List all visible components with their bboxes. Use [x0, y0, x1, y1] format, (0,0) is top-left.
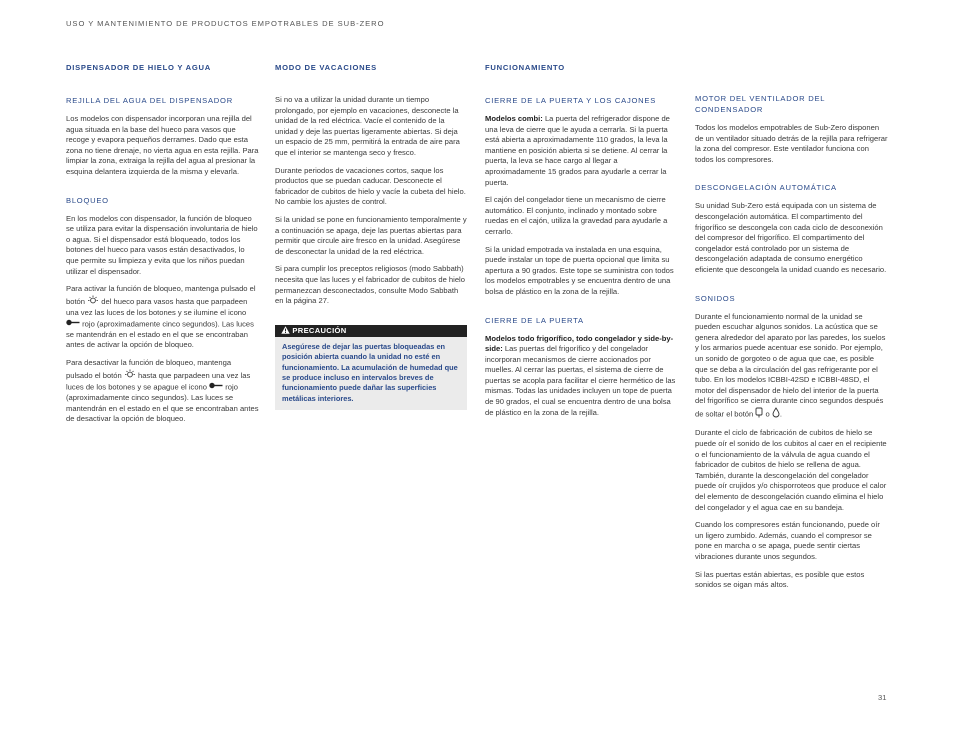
paragraph-vacation-1: Si no va a utilizar la unidad durante un tiempo prolongado, por ejemplo en vacaciones, desconecte la unidad de la red eléctrica. Vacíe el contenido de la unidad y deje las puertas ligeramente abiertas. Si deja un espacio de 25 mm, permitirá la entrada de aire para que el interior se mantenga seco y fresco. — [275, 95, 460, 157]
water-drop-icon — [772, 407, 780, 422]
subheading-door-closing: CIERRE DE LA PUERTA — [485, 315, 584, 325]
paragraph-combi-models: Modelos combi: La puerta del refrigerador dispone de una leva de cierre que le ayuda a cerrarla. Si la puerta está abierta a aproximadamente 110 grados, la leva la mantiene en posición abierta si se detiene. Al cerrar la puerta, la leva se hace cargo al llegar a aproximadamente 15 grados para ayudarle a cerrar la puerta. — [485, 114, 670, 187]
column-vacation — [275, 63, 468, 410]
paragraph-sounds-2: Durante el ciclo de fabricación de cubitos de hielo se puede oír el sonido de los cubitos al caer en el recipiente o el funcionamiento de la válvula de agua cuando el fabricador de cubitos de hielo se rellena de agua. También, durante la descongelación del congelador puede oír crujidos y/o chisporroteos que produce el calor del elemento de descongelación cuando elimina el hielo del congelador y el agua cae en su bandeja. — [695, 428, 887, 512]
paragraph-sounds-4: Si las puertas están abiertas, es posible que estos sonidos se oigan más altos. — [695, 569, 865, 590]
subheading-lock: BLOQUEO — [66, 195, 109, 205]
paragraph-freezer-drawer: El cajón del congelador tiene un mecanismo de cierre automático. El conjunto, inclinado y montado sobre ruedas en el cajón, utiliza la gravedad para ayudarle a cerrarlo. — [485, 195, 668, 236]
paragraph-lock-deactivate: Para desactivar la función de bloqueo, mantenga pulsado el botón hasta que parpadeen una vez las luces de los botones y se apague el icono rojo (aproximadamente cinco segundos). Las luces se mantendrán en el estado en el que se encontraban antes de desactivar la opción de bloqueo. — [66, 357, 259, 424]
paragraph-vacation-3: Si la unidad se pone en funcionamiento temporalmente y a continuación se apaga, deje las puertas abiertas para permitir que circule aire fresco en la unidad. Asegúrese de desconectar la unidad de la red eléctrica. — [275, 214, 467, 256]
running-header: USO Y MANTENIMIENTO DE PRODUCTOS EMPOTRABLES DE SUB-ZERO — [66, 19, 385, 28]
paragraph-all-models: Modelos todo frigorífico, todo congelador y side-by-side: Las puertas del frigorífico y del congelador incorporan mecanismos de cierre accionados por muelles. Al cerrar las puertas, el sistema de cierre de puertas se acopla para facilitar el cierre hermético de las mismas. Todas las unidades incluyen un tope de puerta de 90 grados, el cual se encuentra dentro de una bolsa de plástico en la zona de la rejilla. — [485, 333, 676, 417]
paragraph-lock-activate: Para activar la función de bloqueo, mantenga pulsado el botón del hueco para vasos hasta que parpadeen una vez las luces de los botones y se ilumine el icono rojo (aproximadamente cinco segundos). Las luces se mantendrán en el estado en el que se encontraban antes de activar la opción de bloqueo. — [66, 284, 256, 350]
subheading-door-drawer-closing: CIERRE DE LA PUERTA Y LOS CAJONES — [485, 96, 657, 105]
caution-label: PRECAUCIÓN — [292, 325, 347, 335]
ice-cube-icon — [755, 407, 763, 422]
subheading-sounds: SONIDOS — [695, 293, 736, 303]
paragraph-vacation-2: Durante periodos de vacaciones cortos, saque los productos que se puedan caducar. Desconecte el fabricador de cubitos de hielo y vacíe la cubeta del hielo. No cambie los ajustes de control. — [275, 165, 466, 207]
subheading-auto-defrost: DESCONGELACIÓN AUTOMÁTICA — [695, 183, 837, 193]
paragraph-door-stop: Si la unidad empotrada va instalada en una esquina, puede instalar un tope de puerta opcional que limita su apertura a 90 grados. Este tope se suministra con todos los modelos empotrables y se encuentra dentro de una bolsa de plástico en la zona de la rejilla. — [485, 244, 674, 296]
caution-box — [275, 325, 467, 410]
caution-text: Asegúrese de dejar las puertas bloqueadas en posición abierta cuando la unidad no esté en funcionamiento. La acumulación de humedad que se produce incluso en intervalos breves de funcionamiento puede dañar las superficies metálicas interiores. — [282, 341, 458, 403]
column-operation — [485, 63, 678, 425]
key-icon — [66, 319, 80, 330]
light-bulb-icon — [87, 295, 99, 309]
paragraph-water-grille: Los modelos con dispensador incorporan una rejilla del agua situada en la base del hueco para vasos que recoge y evapora pequeños derrames. Dado que esta zona no tiene drenaje, no vierta agua en esta rejilla. Para limpiar la zona, extraiga la rejilla del agua al presionar la esquina delantera izquierda de la misma y elevarla. — [66, 114, 259, 176]
light-bulb-icon — [124, 369, 136, 383]
paragraph-vacation-4: Si para cumplir los preceptos religiosos (modo Sabbath) necesita que las luces y el fabricador de cubitos de hielo permanezcan desconectados, consulte Modo Sabbath en la página 27. — [275, 264, 465, 306]
subheading-water-grille: REJILLA DEL AGUA DEL DISPENSADOR — [66, 96, 233, 105]
page-number: 31 — [878, 693, 887, 702]
section-title-operation: FUNCIONAMIENTO — [485, 63, 565, 72]
paragraph-sounds-3: Cuando los compresores están funcionando, puede oír un ligero zumbido. Además, cuando el compresor se pone en marcha o se apaga, puede sentir ciertas vibraciones durante unos segundos. — [695, 520, 880, 561]
paragraph-condenser-fan: Todos los modelos empotrables de Sub-Zero disponen de un ventilador situado detrás de la rejilla para refrigerar la zona del compresor. Este ventilador funciona con todos los compresores. — [695, 123, 888, 164]
key-icon — [209, 382, 223, 393]
paragraph-sounds-1: Durante el funcionamiento normal de la unidad se pueden escuchar algunos sonidos. La acústica que se genera alrededor del aparato por las paredes, los suelos y los armarios puede acentuar ese sonido. Por ejemplo, un sonido de gorgoteo o de agua que cae, es posible que se deba a la circulación del gas refrigerante por el tubo. En los modelos ICBBI-42SD e ICBBI-48SD, el motor del dispensador de hielo del interior de la puerta del frigorífico se cierra durante cinco segundos después de soltar el botón o . — [695, 312, 888, 422]
paragraph-auto-defrost: Su unidad Sub-Zero está equipada con un sistema de descongelación automática. El compartimento del frigorífico se descongela con cada ciclo de desconexión del compresor del frigorífico. El compartimento del congelador está controlado por un sistema de descongelación adaptada de consumo energético eficiente que descongela la unidad cuando es necesario. — [695, 201, 887, 274]
caution-header — [275, 325, 467, 337]
paragraph-lock-intro: En los modelos con dispensador, la función de bloqueo se utiliza para evitar la dispensación involuntaria de hielo o agua. Si el dispensador está bloqueado, todos los botones del hueco para vasos están desactivados, lo que permite su limpieza y evita que los niños puedan utilizar el dispensador. — [66, 213, 258, 276]
column-dispenser — [66, 63, 259, 432]
warning-icon — [281, 326, 290, 336]
column-fan-defrost-sounds — [695, 93, 888, 598]
section-title-dispenser: DISPENSADOR DE HIELO Y AGUA — [66, 63, 212, 72]
subheading-condenser-fan: MOTOR DEL VENTILADOR DEL CONDENSADOR — [695, 94, 825, 114]
section-title-vacation: MODO DE VACACIONES — [275, 63, 377, 72]
